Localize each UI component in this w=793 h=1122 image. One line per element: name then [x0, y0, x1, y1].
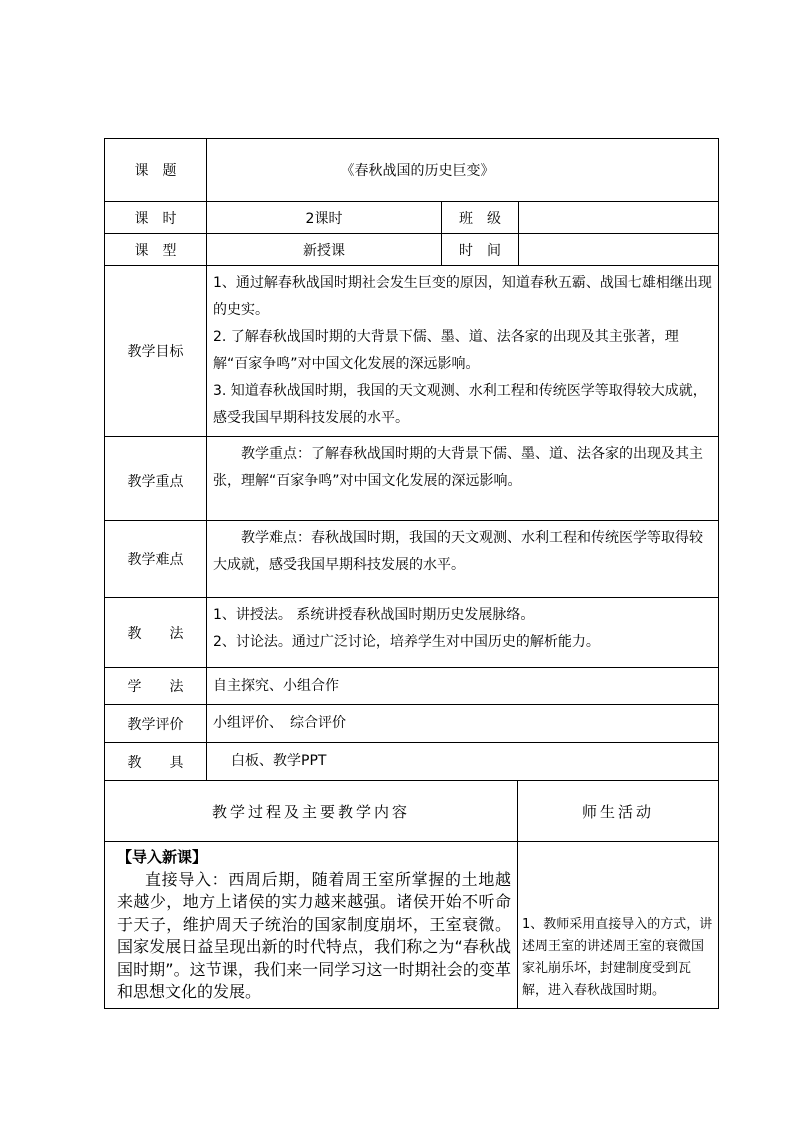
hours-row	[105, 202, 719, 234]
method-item: 1、讲授法。 系统讲授春秋战国时期历史发展脉络。	[213, 607, 535, 623]
intro-cell	[105, 842, 518, 1009]
learning-value: 自主探究、小组合作	[207, 668, 719, 705]
type-label: 课 型	[105, 234, 207, 266]
methods-content	[207, 598, 719, 668]
intro-heading: 【导入新课】	[117, 848, 208, 866]
time-value	[519, 234, 719, 266]
objective-item: 3. 知道春秋战国时期，我国的天文观测、水利工程和传统医学等取得较大成就，感受我国早期科技发展的水平。	[213, 383, 707, 426]
evaluation-value: 小组评价、 综合评价	[207, 705, 719, 743]
info-table	[104, 138, 719, 781]
learning-label: 学 法	[105, 668, 207, 705]
evaluation-row	[105, 705, 719, 743]
objective-item: 2. 了解春秋战国时期的大背景下儒、墨、道、法各家的出现及其主张著，理解“百家争鸣”对中国文化发展的深远影响。	[213, 329, 679, 372]
tools-row	[105, 743, 719, 781]
hours-label: 课 时	[105, 202, 207, 234]
tools-value: 白板、教学PPT	[207, 743, 719, 781]
methods-label: 教 法	[105, 598, 207, 668]
learning-row	[105, 668, 719, 705]
method-item: 2、讨论法。通过广泛讨论，培养学生对中国历史的解析能力。	[213, 634, 600, 650]
lesson-plan-table	[104, 138, 718, 1009]
evaluation-label: 教学评价	[105, 705, 207, 743]
keypoints-row	[105, 437, 719, 521]
difficulties-row	[105, 521, 719, 598]
process-header-row	[105, 781, 719, 842]
objectives-row	[105, 266, 719, 437]
process-header-content: 教学过程及主要教学内容	[105, 781, 518, 842]
methods-row	[105, 598, 719, 668]
intro-text: 直接导入：西周后期，随着周王室所掌握的土地越来越少，地方上诸侯的实力越来越强。诸侯开始不听命于天子，维护周天子统治的国家制度崩坏，王室衰微。国家发展日益呈现出新的时代特点，我们称之为“春秋战国时期”。这节课，我们来一同学习这一时期社会的变革和思想文化的发展。	[117, 869, 511, 1001]
difficulties-text: 教学难点：春秋战国时期，我国的天文观测、水利工程和传统医学等取得较大成就，感受我国早期科技发展的水平。	[207, 521, 719, 598]
objective-item: 1、通过解春秋战国时期社会发生巨变的原因，知道春秋五霸、战国七雄相继出现的史实。	[213, 275, 712, 318]
class-label: 班 级	[442, 202, 519, 234]
type-value: 新授课	[207, 234, 442, 266]
intro-row	[105, 842, 719, 1009]
topic-label: 课 题	[105, 139, 207, 202]
objectives-label: 教学目标	[105, 266, 207, 437]
type-row	[105, 234, 719, 266]
process-table	[104, 780, 719, 1009]
difficulties-label: 教学难点	[105, 521, 207, 598]
topic-row	[105, 139, 719, 202]
tools-label: 教 具	[105, 743, 207, 781]
class-value	[519, 202, 719, 234]
process-header-activity: 师生活动	[518, 781, 719, 842]
activity-text: 1、教师采用直接导入的方式，讲述周王室的讲述周王室的衰微国家礼崩乐坏，封建制度受到瓦解，进入春秋战国时期。	[518, 842, 719, 1009]
keypoints-label: 教学重点	[105, 437, 207, 521]
hours-value: 2课时	[207, 202, 442, 234]
objectives-content	[207, 266, 719, 437]
topic-value: 《春秋战国的历史巨变》	[207, 139, 719, 202]
keypoints-text: 教学重点：了解春秋战国时期的大背景下儒、墨、道、法各家的出现及其主张，理解“百家争鸣”对中国文化发展的深远影响。	[207, 437, 719, 521]
time-label: 时 间	[442, 234, 519, 266]
